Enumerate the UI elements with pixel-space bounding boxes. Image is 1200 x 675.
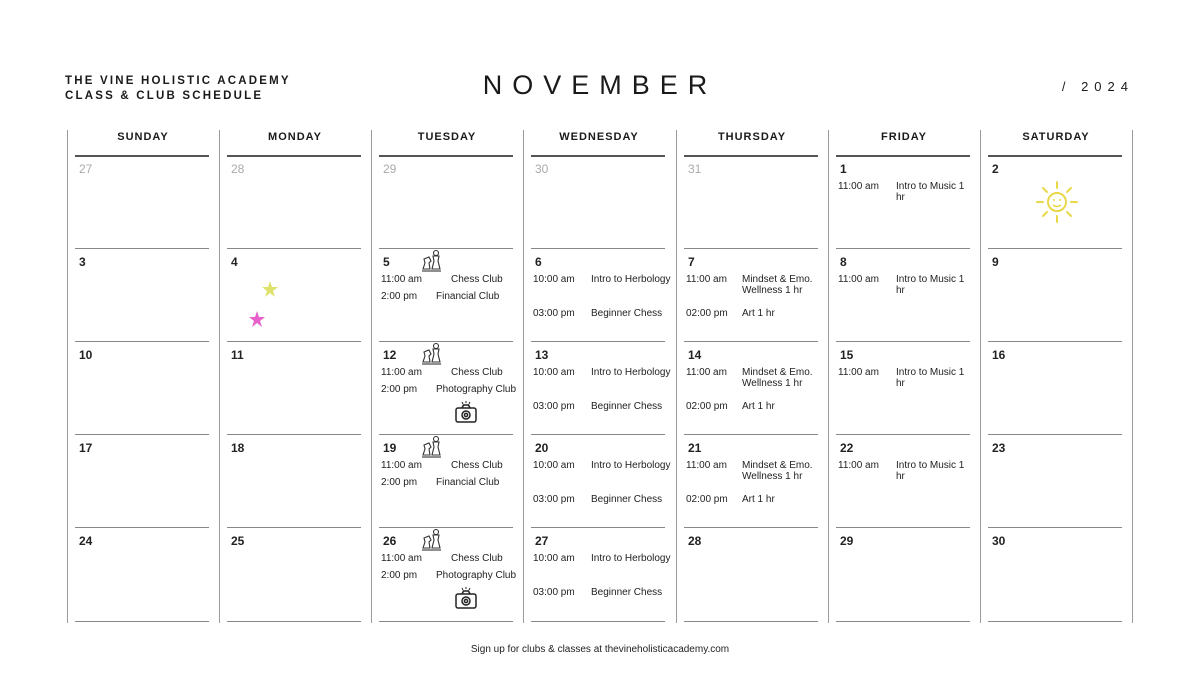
event-time: 11:00 am bbox=[381, 460, 422, 471]
event-name: Art 1 hr bbox=[742, 308, 775, 319]
row-divider bbox=[75, 341, 209, 342]
event-name: Mindset & Emo. Wellness 1 hr bbox=[742, 367, 813, 389]
day-number: 7 bbox=[688, 255, 695, 269]
day-number: 29 bbox=[383, 162, 397, 176]
event-name: Intro to Music 1 hr bbox=[896, 367, 965, 389]
event-name: Mindset & Emo. Wellness 1 hr bbox=[742, 274, 813, 296]
row-divider bbox=[684, 341, 818, 342]
day-number: 10 bbox=[79, 348, 93, 362]
row-divider bbox=[988, 155, 1122, 157]
event-time: 11:00 am bbox=[381, 367, 422, 378]
weekday-header: WEDNESDAY bbox=[559, 131, 639, 143]
day-number: 1 bbox=[840, 162, 847, 176]
day-number: 9 bbox=[992, 255, 999, 269]
event-time: 11:00 am bbox=[686, 367, 727, 378]
day-number: 25 bbox=[231, 534, 245, 548]
row-divider bbox=[227, 621, 361, 622]
event-time: 02:00 pm bbox=[686, 401, 728, 412]
event-name: Intro to Music 1 hr bbox=[896, 181, 965, 203]
row-divider bbox=[379, 155, 513, 157]
event-time: 2:00 pm bbox=[381, 477, 418, 488]
event-name: Beginner Chess bbox=[591, 587, 663, 598]
row-divider bbox=[684, 248, 818, 249]
column-divider bbox=[219, 130, 220, 623]
day-number: 30 bbox=[535, 162, 549, 176]
event-name: Mindset & Emo. Wellness 1 hr bbox=[742, 460, 813, 482]
event-name: Intro to Herbology bbox=[591, 460, 671, 471]
event-time: 11:00 am bbox=[686, 274, 727, 285]
event-time: 10:00 am bbox=[533, 367, 575, 378]
day-number: 17 bbox=[79, 441, 93, 455]
event-name: Intro to Music 1 hr bbox=[896, 274, 965, 296]
camera-icon bbox=[454, 401, 478, 430]
chess-icon bbox=[419, 435, 445, 466]
weekday-header: SATURDAY bbox=[1022, 131, 1090, 143]
row-divider bbox=[379, 434, 513, 435]
event-time: 02:00 pm bbox=[686, 494, 728, 505]
event-name: Chess Club bbox=[451, 274, 503, 285]
schedule-subtitle: CLASS & CLUB SCHEDULE bbox=[65, 90, 264, 102]
row-divider bbox=[684, 621, 818, 622]
row-divider bbox=[988, 341, 1122, 342]
column-divider bbox=[371, 130, 372, 623]
camera-icon bbox=[454, 587, 478, 616]
event-name: Chess Club bbox=[451, 460, 503, 471]
day-number: 26 bbox=[383, 534, 397, 548]
day-number: 30 bbox=[992, 534, 1006, 548]
row-divider bbox=[227, 155, 361, 157]
row-divider bbox=[988, 621, 1122, 622]
day-number: 3 bbox=[79, 255, 86, 269]
day-number: 4 bbox=[231, 255, 238, 269]
event-name: Art 1 hr bbox=[742, 401, 775, 412]
row-divider bbox=[379, 341, 513, 342]
event-time: 10:00 am bbox=[533, 460, 575, 471]
row-divider bbox=[836, 248, 970, 249]
year-label: / 2024 bbox=[1061, 79, 1134, 94]
row-divider bbox=[379, 527, 513, 528]
event-time: 11:00 am bbox=[381, 553, 422, 564]
row-divider bbox=[227, 341, 361, 342]
row-divider bbox=[227, 434, 361, 435]
weekday-header: TUESDAY bbox=[417, 131, 477, 143]
day-number: 27 bbox=[79, 162, 93, 176]
column-divider bbox=[523, 130, 524, 623]
row-divider bbox=[836, 621, 970, 622]
day-number: 12 bbox=[383, 348, 397, 362]
event-name: Chess Club bbox=[451, 367, 503, 378]
org-title bbox=[65, 74, 291, 104]
event-time: 02:00 pm bbox=[686, 308, 728, 319]
row-divider bbox=[684, 527, 818, 528]
chess-icon bbox=[419, 528, 445, 559]
row-divider bbox=[684, 155, 818, 157]
day-number: 19 bbox=[383, 441, 397, 455]
row-divider bbox=[836, 527, 970, 528]
sun-icon bbox=[1032, 179, 1082, 230]
event-name: Intro to Herbology bbox=[591, 274, 671, 285]
event-time: 2:00 pm bbox=[381, 570, 418, 581]
row-divider bbox=[531, 621, 665, 622]
day-number: 8 bbox=[840, 255, 847, 269]
day-number: 16 bbox=[992, 348, 1006, 362]
day-number: 13 bbox=[535, 348, 549, 362]
day-number: 23 bbox=[992, 441, 1006, 455]
event-time: 11:00 am bbox=[838, 181, 879, 192]
day-number: 15 bbox=[840, 348, 854, 362]
event-name: Chess Club bbox=[451, 553, 503, 564]
pink-star-icon bbox=[249, 311, 265, 332]
column-divider bbox=[67, 130, 68, 623]
event-time: 03:00 pm bbox=[533, 587, 575, 598]
row-divider bbox=[75, 621, 209, 622]
event-time: 2:00 pm bbox=[381, 384, 418, 395]
row-divider bbox=[988, 248, 1122, 249]
event-time: 03:00 pm bbox=[533, 494, 575, 505]
chess-icon bbox=[419, 342, 445, 373]
row-divider bbox=[379, 248, 513, 249]
event-time: 10:00 am bbox=[533, 553, 575, 564]
column-divider bbox=[676, 130, 677, 623]
event-name: Photography Club bbox=[436, 570, 517, 581]
chess-icon bbox=[419, 249, 445, 280]
weekday-header: SUNDAY bbox=[117, 131, 169, 143]
event-name: Intro to Herbology bbox=[591, 553, 671, 564]
day-number: 11 bbox=[231, 348, 244, 362]
row-divider bbox=[531, 155, 665, 157]
day-number: 14 bbox=[688, 348, 702, 362]
weekday-header: FRIDAY bbox=[881, 131, 927, 143]
row-divider bbox=[531, 434, 665, 435]
day-number: 21 bbox=[688, 441, 702, 455]
day-number: 28 bbox=[688, 534, 702, 548]
row-divider bbox=[836, 341, 970, 342]
event-time: 10:00 am bbox=[533, 274, 575, 285]
row-divider bbox=[227, 248, 361, 249]
row-divider bbox=[75, 434, 209, 435]
event-name: Art 1 hr bbox=[742, 494, 775, 505]
event-time: 11:00 am bbox=[838, 274, 879, 285]
footer-note: Sign up for clubs & classes at thevineholisticacademy.com bbox=[470, 644, 730, 655]
day-number: 27 bbox=[535, 534, 549, 548]
event-time: 03:00 pm bbox=[533, 308, 575, 319]
weekday-header: MONDAY bbox=[268, 131, 322, 143]
event-name: Intro to Herbology bbox=[591, 367, 671, 378]
row-divider bbox=[836, 155, 970, 157]
event-name: Beginner Chess bbox=[591, 308, 663, 319]
day-number: 18 bbox=[231, 441, 245, 455]
event-name: Financial Club bbox=[436, 291, 500, 302]
org-name: THE VINE HOLISTIC ACADEMY bbox=[65, 75, 291, 87]
event-time: 11:00 am bbox=[838, 367, 879, 378]
row-divider bbox=[379, 621, 513, 622]
row-divider bbox=[531, 341, 665, 342]
day-number: 22 bbox=[840, 441, 854, 455]
event-time: 2:00 pm bbox=[381, 291, 418, 302]
column-divider bbox=[828, 130, 829, 623]
event-name: Photography Club bbox=[436, 384, 517, 395]
column-divider bbox=[1132, 130, 1133, 623]
day-number: 28 bbox=[231, 162, 245, 176]
event-time: 11:00 am bbox=[381, 274, 422, 285]
event-name: Intro to Music 1 hr bbox=[896, 460, 965, 482]
yellow-star-icon bbox=[262, 281, 278, 302]
row-divider bbox=[75, 527, 209, 528]
day-number: 6 bbox=[535, 255, 542, 269]
event-time: 03:00 pm bbox=[533, 401, 575, 412]
day-number: 2 bbox=[992, 162, 999, 176]
day-number: 29 bbox=[840, 534, 854, 548]
row-divider bbox=[684, 434, 818, 435]
row-divider bbox=[988, 527, 1122, 528]
row-divider bbox=[227, 527, 361, 528]
row-divider bbox=[75, 155, 209, 157]
day-number: 31 bbox=[688, 162, 702, 176]
row-divider bbox=[75, 248, 209, 249]
weekday-header: THURSDAY bbox=[717, 131, 787, 143]
day-number: 20 bbox=[535, 441, 549, 455]
event-name: Beginner Chess bbox=[591, 494, 663, 505]
row-divider bbox=[988, 434, 1122, 435]
column-divider bbox=[980, 130, 981, 623]
row-divider bbox=[531, 248, 665, 249]
day-number: 24 bbox=[79, 534, 93, 548]
event-name: Financial Club bbox=[436, 477, 500, 488]
row-divider bbox=[836, 434, 970, 435]
day-number: 5 bbox=[383, 255, 390, 269]
event-time: 11:00 am bbox=[838, 460, 879, 471]
event-time: 11:00 am bbox=[686, 460, 727, 471]
month-title: NOVEMBER bbox=[482, 70, 718, 100]
event-name: Beginner Chess bbox=[591, 401, 663, 412]
row-divider bbox=[531, 527, 665, 528]
